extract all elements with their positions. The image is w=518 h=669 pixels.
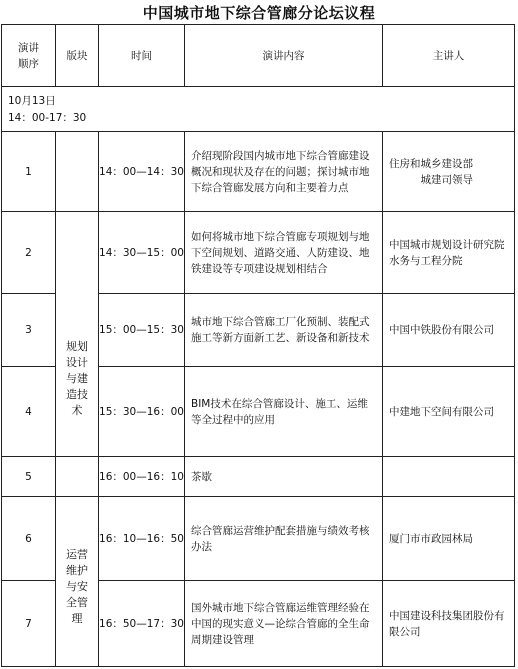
row-2-speaker: 中国城市规划设计研究院水务与工程分院 xyxy=(389,238,505,267)
row-1-content: 介绍现阶段国内城市地下综合管廊建设概况和现状及存在的问题；探讨城市地下综合管廊发展方向和主要着力点 xyxy=(191,149,370,194)
row-7-content: 国外城市地下综合管廊运维管理经验在中国的现实意义—论综合管廊的全生命周期建设管理 xyxy=(191,601,370,646)
row-6-speaker: 厦门市市政园林局 xyxy=(389,532,473,545)
row-4-content: BIM技术在综合管廊设计、施工、运维等全过程中的应用 xyxy=(191,397,368,426)
row-6-order: 6 xyxy=(25,532,32,545)
row-5-time: 16：00—16：10 xyxy=(99,470,184,483)
row-5-speaker xyxy=(383,457,514,496)
row-4-time: 15：30—16：00 xyxy=(99,405,184,418)
row-7-time: 16：50—17：30 xyxy=(99,617,184,630)
row-5-order: 5 xyxy=(25,470,32,483)
row-6-time: 16：10—16：50 xyxy=(99,532,184,545)
header-time: 时间 xyxy=(131,49,152,62)
row-3-order: 3 xyxy=(25,324,32,336)
date-line: 10月13日 xyxy=(8,95,56,107)
rule-header xyxy=(1,86,515,87)
row-1-order: 1 xyxy=(25,165,32,178)
header-speaker: 主讲人 xyxy=(432,49,465,62)
row-4-speaker: 中建地下空间有限公司 xyxy=(389,405,494,418)
header-order: 演讲 顺序 xyxy=(18,41,39,70)
page-title: 中国城市地下综合管廊分论坛议程 xyxy=(142,4,376,22)
row-3-speaker: 中国中铁股份有限公司 xyxy=(389,324,494,336)
row-7-order: 7 xyxy=(25,617,32,630)
row-6-content: 综合管廊运营维护配套措施与绩效考核办法 xyxy=(191,524,370,553)
row-2-order: 2 xyxy=(25,246,32,259)
row-3-time: 15：00—15：30 xyxy=(99,324,184,336)
row-2-time: 14：30—15：00 xyxy=(99,246,184,259)
row-5-content: 茶歇 xyxy=(191,470,212,483)
row-3-content: 城市地下综合管廊工厂化预制、装配式施工等新方面新工艺、新设备和新技术 xyxy=(191,316,370,344)
section-planning: 规划 设计 与建 造技 术 xyxy=(66,340,88,417)
row-4-order: 4 xyxy=(25,405,32,418)
header-content: 演讲内容 xyxy=(262,49,305,62)
header-section: 版块 xyxy=(66,49,88,62)
row-7-speaker: 中国建设科技集团股份有限公司 xyxy=(389,609,505,638)
row-1-time: 14：00—14：30 xyxy=(99,165,184,178)
row-2-content: 如何将城市地下综合管廊专项规划与地下空间规划、道路交通、人防建设、地铁建设等专项建设规划相结合 xyxy=(191,230,370,275)
time-range-line: 14：00-17：30 xyxy=(8,112,87,124)
section-operation: 运营 维护 与安 全管 理 xyxy=(66,547,88,625)
row-1-speaker: 住房和城乡建设部 城建司领导 xyxy=(389,157,473,186)
